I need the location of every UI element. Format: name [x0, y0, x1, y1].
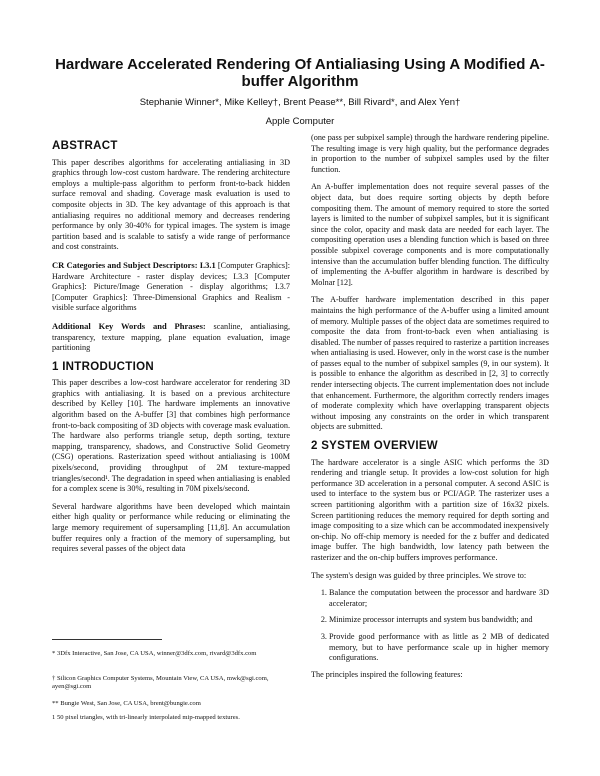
footnote-rule — [52, 639, 162, 640]
ccs-block — [52, 260, 290, 314]
footnote-2: † Silicon Graphics Computer Systems, Mountain View, CA USA, mwk@sgi.com, ayen@sgi.com — [52, 675, 269, 691]
right-column — [311, 133, 549, 687]
right-paragraph-3: The A-buffer hardware implementation described in this paper maintains the high performance of the A-buffer using a limited amount of memory. Multiple passes of the object data are sometimes required to composite the data from front-to-back even when antialiasing is disabled. The number of passes required to rasterize a partition increases when antialiasing is used. However, only in the worst case is the number of passes equal to the number of subpixel samples (9, in our system). It is possible to enhance the algorithm as described in [2, 3] to correctly render intersecting objects. The current implementation does not include that enhancement. Furthermore, the algorithm correctly renders images of moderate complexity which have overlapping transparent objects without imposing any constraints on the order in which transparent objects are submitted. — [311, 295, 549, 432]
paper-title: Hardware Accelerated Rendering Of Antialiasing Using A Modified A-buffer Algorithm — [55, 56, 545, 90]
affiliation: Apple Computer — [265, 116, 335, 127]
intro-heading: 1 INTRODUCTION — [52, 360, 154, 373]
keywords-block — [52, 321, 290, 354]
list-item: 3. Provide good performance with as little as 2 MB of dedicated memory, but to have performance scale up in higher memory configurations. — [329, 632, 549, 664]
list-item: 2. Minimize processor interrupts and system bus bandwidth; and — [329, 615, 549, 626]
left-column — [52, 133, 290, 562]
right-paragraph-6: The principles inspired the following features: — [311, 669, 463, 679]
right-paragraph-5: The system's design was guided by three principles. We strove to: — [311, 570, 527, 580]
right-paragraph-2: An A-buffer implementation does not require several passes of the object data, but does require sorting objects by depth before compositing them. The amount of memory required to store the sorted layers is limited to the number of subpixel samples, but it is significant since the color, opacity and mask data are needed for each layer. The compositing operation uses a blending function which is based on three possible subpixel coverage components and is more computationally intensive than the accumulation buffer blending function. The difficulty of implementing the A-buffer algorithm in hardware is described by Molnar [12]. — [311, 182, 549, 287]
list-item: 1. Balance the computation between the processor and hardware 3D accelerator; — [329, 588, 549, 609]
ccs-heading: CR Categories and Subject Descriptors: I.3.1 — [52, 259, 216, 270]
keywords-text: scanline, antialiasing, transparency, texture mapping, plane equation evaluation, image partitioning — [52, 321, 291, 353]
intro-paragraph-1: This paper describes a low-cost hardware accelerator for rendering 3D graphics with antialiasing. It is based on a previous architecture described by Kelley [10]. The hardware implements an innovative algorithm based on the A-buffer [3] that combines high performance front-to-back compositing of 3D objects with coverage mask evaluation. The hardware also performs triangle setup, depth sorting, texture mapping, transparency, shadows, and Constructive Solid Geometry (CSG) operations. Rasterization speed without antialiasing is 100M pixels/second, providing throughput of 2M texture-mapped triangles/second¹. The degradation in speed when antialiasing is enabled for a complex scene is 30%, resulting in 70M pixels/second. — [52, 378, 290, 494]
right-paragraph-4: The hardware accelerator is a single ASIC which performs the 3D rendering and triangle setup. It provides a low-cost solution for high performance 3D acceleration in a personal computer. A second ASIC is used to interface to the system bus or PCI/AGP. The rasterizer uses a screen partitioning algorithm with a partition size of 16x32 pixels. Screen partitioning reduces the memory required for depth sorting and image compositing to a size which can be accommodated inexpensively on-chip. No off-chip memory is needed for the z buffer and dedicated image buffer. The high bandwidth, low latency path between the rasterizer and the on-chip buffers improves performance. — [311, 457, 549, 562]
principles-list — [311, 588, 549, 664]
footnote-4: 1 50 pixel triangles, with tri-linearly interpolated mip-mapped textures. — [52, 714, 240, 721]
ccs-text: [Computer Graphics]: Hardware Architecture - raster display devices; I.3.3 [Computer Graphics]: Picture/Image Generation - display algorithms; I.3.7 [Computer Graphics]: Three-Dimensional Graphics and Realism - visible surface algorithms — [52, 260, 291, 313]
right-paragraph-1: (one pass per subpixel sample) through the hardware rendering pipeline. The resulting image is very high quality, but the performance degrades in proportion to the number of subpixel samples used by the filter function. — [311, 133, 549, 174]
footnote-3: ** Bungie West, San Jose, CA USA, brent@bungie.com — [52, 700, 201, 707]
abstract-heading: ABSTRACT — [52, 140, 118, 152]
author-list: Stephanie Winner*, Mike Kelley†, Brent Pease**, Bill Rivard*, and Alex Yen† — [139, 97, 461, 108]
system-overview-heading: 2 SYSTEM OVERVIEW — [311, 440, 438, 453]
footnote-1: * 3Dfx Interactive, San Jose, CA USA, winner@3dfx.com, rivard@3dfx.com — [52, 650, 257, 657]
abstract-text: This paper describes algorithms for accelerating antialiasing in 3D graphics through low-cost custom hardware. The rendering architecture employs a multiple-pass algorithm to perform front-to-back hidden surface removal and shading. Coverage mask evaluation is used to composite objects in 3D. The key advantage of this approach is that antialiasing requires no additional memory and decreases rendering performance by only 30-40% for typical images. The system is image partition based and is scalable to satisfy a wide range of performance and cost constraints. — [52, 157, 290, 252]
keywords-heading: Additional Key Words and Phrases: — [52, 320, 206, 331]
intro-paragraph-2: Several hardware algorithms have been developed which maintain either high quality or performance while reducing or eliminating the large memory requirement of supersampling [11,8]. An accumulation buffer requires only a fraction of the memory of supersampling, but requires several passes of the object data — [52, 501, 290, 554]
